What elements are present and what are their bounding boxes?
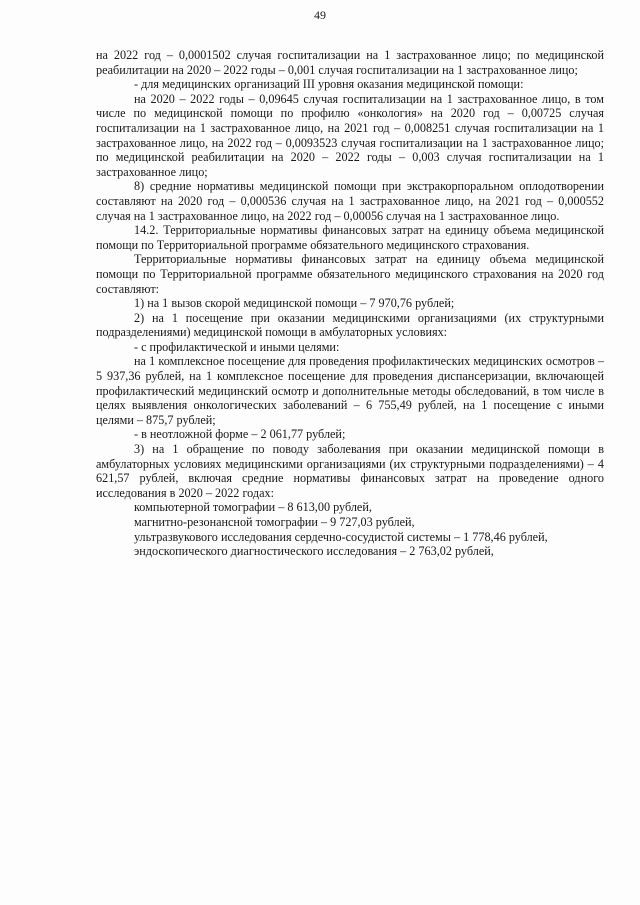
paragraph: - для медицинских организаций III уровня оказания медицинской помощи: [134,77,524,92]
list-item: эндоскопического диагностического исследования – 2 763,02 рублей, [134,544,494,559]
list-item: - в неотложной форме – 2 061,77 рублей; [134,427,346,442]
paragraph: Территориальные нормативы финансовых затрат на единицу объема медицинской помощи по Территориальной программе обязательного медицинского страхования на 2020 год составляют: [96,252,604,296]
paragraph: на 2020 – 2022 годы – 0,09645 случая госпитализации на 1 застрахованное лицо, в том числе по медицинской помощи по профилю «онкология» на 2020 год – 0,00725 случая госпитализации на 1 застрахованное лицо, на 2021 год – 0,008251 случая госпитализации на 1 застрахованное лицо, на 2022 год – 0,0093523 случая госпитализации на 1 застрахованное лицо; по медицинской реабилитации на 2020 – 2022 годы – 0,003 случая госпитализации на 1 застрахованное лицо; [96,91,604,179]
paragraph: на 1 комплексное посещение для проведения профилактических медицинских осмотров – 5 937,36 рублей, на 1 комплексное посещение для проведения диспансеризации, включающей профилактический медицинский осмотр и дополнительные методы обследований, в том числе в целях выявления онкологических заболеваний – 6 755,49 рублей, на 1 посещение с иными целями – 875,7 рублей; [96,354,604,427]
paragraph: 8) средние нормативы медицинской помощи при экстракорпоральном оплодотворении составляют на 2020 год – 0,000536 случая на 1 застрахованное лицо, на 2021 год – 0,000552 случая на 1 застрахованное лицо, на 2022 год – 0,00056 случая на 1 застрахованное лицо. [96,179,604,223]
list-item: - с профилактической и иными целями: [134,339,340,354]
list-item: ультразвукового исследования сердечно-сосудистой системы – 1 778,46 рублей, [134,529,548,544]
page-number: 49 [314,8,326,22]
list-item: 2) на 1 посещение при оказании медицинскими организациями (их структурными подразделениями) медицинской помощи в амбулаторных условиях: [96,310,604,340]
list-item: магнитно-резонансной томографии – 9 727,03 рублей, [134,515,415,529]
section-heading: 14.2. Территориальные нормативы финансовых затрат на единицу объема медицинской помощи по Территориальной программе обязательного медицинского страхования. [96,223,604,252]
paragraph: на 2022 год – 0,0001502 случая госпитализации на 1 застрахованное лицо; по медицинской реабилитации на 2020 – 2022 годы – 0,001 случая госпитализации на 1 застрахованное лицо; [96,48,604,77]
list-item: 1) на 1 вызов скорой медицинской помощи – 7 970,76 рублей; [134,296,455,311]
list-item: компьютерной томографии – 8 613,00 рублей, [134,500,372,515]
document-body [96,48,604,559]
list-item: 3) на 1 обращение по поводу заболевания при оказании медицинской помощи в амбулаторных условиях медицинскими организациями (их структурными подразделениями) – 4 621,57 рублей, включая средние нормативы финансовых затрат на проведение одного исследования в 2020 – 2022 годах: [96,442,604,500]
